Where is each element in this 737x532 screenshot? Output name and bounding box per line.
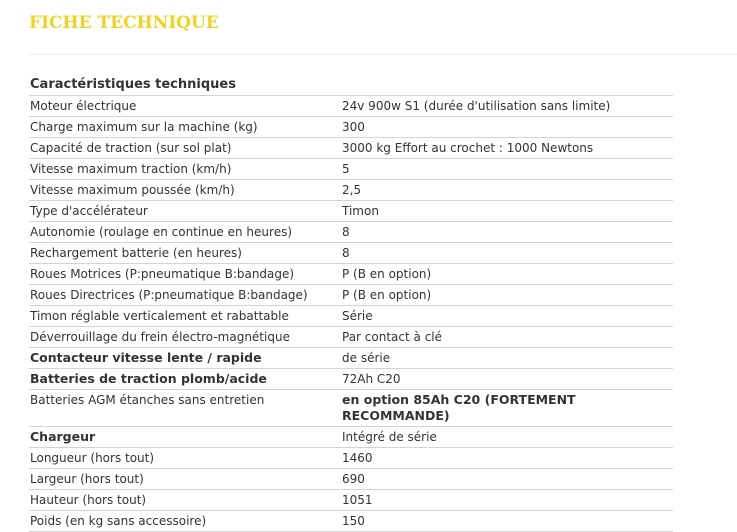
row-value: 8 <box>342 243 673 264</box>
row-value: P (B en option) <box>342 264 673 285</box>
row-value: 72Ah C20 <box>342 369 673 390</box>
table-row <box>29 390 673 427</box>
row-label: Autonomie (roulage en continue en heures) <box>29 222 342 243</box>
table-row <box>29 369 673 390</box>
row-value: Série <box>342 306 673 327</box>
table-row <box>29 285 673 306</box>
row-value: Timon <box>342 201 673 222</box>
row-value: de série <box>342 348 673 369</box>
table-row <box>29 448 673 469</box>
row-label: Roues Directrices (P:pneumatique B:bandage) <box>29 285 342 306</box>
table-row <box>29 201 673 222</box>
table-row <box>29 243 673 264</box>
row-label: Largeur (hors tout) <box>29 469 342 490</box>
row-label: Hauteur (hors tout) <box>29 490 342 511</box>
row-label: Capacité de traction (sur sol plat) <box>29 138 342 159</box>
table-row <box>29 264 673 285</box>
table-header-row <box>29 75 673 96</box>
row-value: 8 <box>342 222 673 243</box>
row-label: Déverrouillage du frein électro-magnétique <box>29 327 342 348</box>
row-label: Contacteur vitesse lente / rapide <box>29 348 342 369</box>
table-row <box>29 511 673 532</box>
table-row <box>29 159 673 180</box>
row-value: 1460 <box>342 448 673 469</box>
row-label: Roues Motrices (P:pneumatique B:bandage) <box>29 264 342 285</box>
row-value: Par contact à clé <box>342 327 673 348</box>
row-label: Charge maximum sur la machine (kg) <box>29 117 342 138</box>
row-label: Batteries AGM étanches sans entretien <box>29 390 342 427</box>
table-row <box>29 180 673 201</box>
table-row <box>29 306 673 327</box>
table-row <box>29 327 673 348</box>
table-row <box>29 138 673 159</box>
row-label: Vitesse maximum traction (km/h) <box>29 159 342 180</box>
table-row <box>29 469 673 490</box>
page-title: FICHE TECHNIQUE <box>29 13 219 33</box>
table-row <box>29 427 673 448</box>
title-divider <box>29 54 737 55</box>
row-value: en option 85Ah C20 (FORTEMENT RECOMMANDE) <box>342 390 673 427</box>
row-label: Moteur électrique <box>29 96 342 117</box>
table-row <box>29 348 673 369</box>
table-row <box>29 117 673 138</box>
row-label: Chargeur <box>29 427 342 448</box>
row-value: 3000 kg Effort au crochet : 1000 Newtons <box>342 138 673 159</box>
row-value: 2,5 <box>342 180 673 201</box>
row-label: Longueur (hors tout) <box>29 448 342 469</box>
row-value: 5 <box>342 159 673 180</box>
row-value: P (B en option) <box>342 285 673 306</box>
row-value: 1051 <box>342 490 673 511</box>
table-header: Caractéristiques techniques <box>29 75 673 96</box>
row-label: Poids (en kg sans accessoire) <box>29 511 342 532</box>
row-value: 150 <box>342 511 673 532</box>
table-row <box>29 96 673 117</box>
row-value: Intégré de série <box>342 427 673 448</box>
table-row <box>29 490 673 511</box>
row-value: 690 <box>342 469 673 490</box>
row-value: 300 <box>342 117 673 138</box>
row-label: Batteries de traction plomb/acide <box>29 369 342 390</box>
spec-table <box>29 75 673 532</box>
row-value: 24v 900w S1 (durée d'utilisation sans limite) <box>342 96 673 117</box>
row-label: Vitesse maximum poussée (km/h) <box>29 180 342 201</box>
row-label: Type d'accélérateur <box>29 201 342 222</box>
row-label: Timon réglable verticalement et rabattable <box>29 306 342 327</box>
table-row <box>29 222 673 243</box>
row-label: Rechargement batterie (en heures) <box>29 243 342 264</box>
